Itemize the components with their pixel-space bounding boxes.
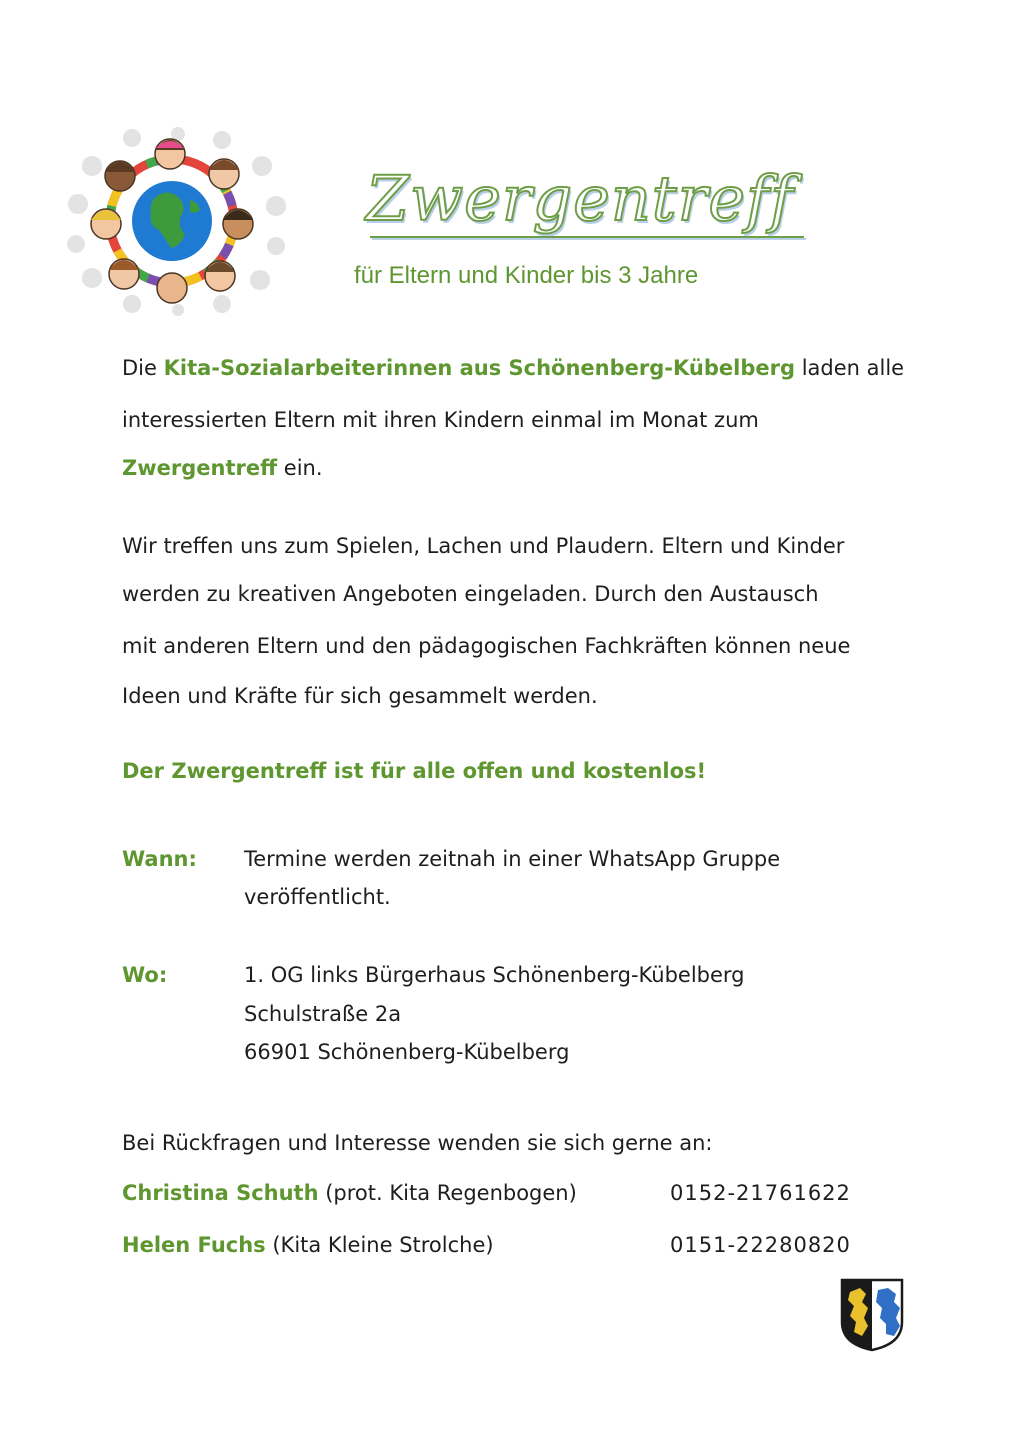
children-globe-logo: [62, 126, 290, 316]
intro-text: Die: [122, 356, 157, 380]
description-line: mit anderen Eltern und den pädagogischen Fachkräften können neue: [122, 634, 851, 658]
description-line: Ideen und Kräfte für sich gesammelt werden.: [122, 684, 598, 708]
intro-text: laden alle: [801, 356, 905, 380]
intro-line-1: [122, 356, 904, 380]
when-line: veröffentlicht.: [244, 885, 391, 909]
coat-of-arms-icon: [840, 1278, 904, 1352]
subtitle: für Eltern und Kinder bis 3 Jahre: [354, 262, 699, 289]
title: Zwergentreff: [366, 162, 794, 235]
where-line: Schulstraße 2a: [244, 1002, 402, 1026]
contact-name: Christina Schuth: [122, 1181, 319, 1205]
contact-org: (prot. Kita Regenbogen): [325, 1181, 577, 1205]
contact-phone: 0151-22280820: [670, 1233, 851, 1257]
description-line: Wir treffen uns zum Spielen, Lachen und Plaudern. Eltern und Kinder: [122, 534, 845, 558]
where-line: 1. OG links Bürgerhaus Schönenberg-Kübelberg: [244, 963, 745, 987]
contact-name: Helen Fuchs: [122, 1233, 266, 1257]
intro-highlight: Kita-Sozialarbeiterinnen aus Schönenberg-Kübelberg: [163, 356, 795, 380]
contact-intro: Bei Rückfragen und Interesse wenden sie sich gerne an:: [122, 1131, 713, 1155]
where-label: Wo:: [122, 963, 168, 987]
intro-text: ein.: [283, 456, 323, 480]
when-label: Wann:: [122, 847, 197, 871]
intro-line-3: [122, 456, 323, 480]
contact-row: [122, 1233, 494, 1257]
contact-org: (Kita Kleine Strolche): [272, 1233, 494, 1257]
offer-statement: Der Zwergentreff ist für alle offen und kostenlos!: [122, 759, 707, 783]
description-line: werden zu kreativen Angeboten eingeladen. Durch den Austausch: [122, 582, 819, 606]
intro-line-2: interessierten Eltern mit ihren Kindern einmal im Monat zum: [122, 408, 759, 432]
title-underline: [370, 236, 804, 238]
contact-phone: 0152-21761622: [670, 1181, 851, 1205]
contact-row: [122, 1181, 577, 1205]
intro-highlight: Zwergentreff: [122, 456, 278, 480]
when-line: Termine werden zeitnah in einer WhatsApp Gruppe: [244, 847, 781, 871]
where-line: 66901 Schönenberg-Kübelberg: [244, 1040, 570, 1064]
